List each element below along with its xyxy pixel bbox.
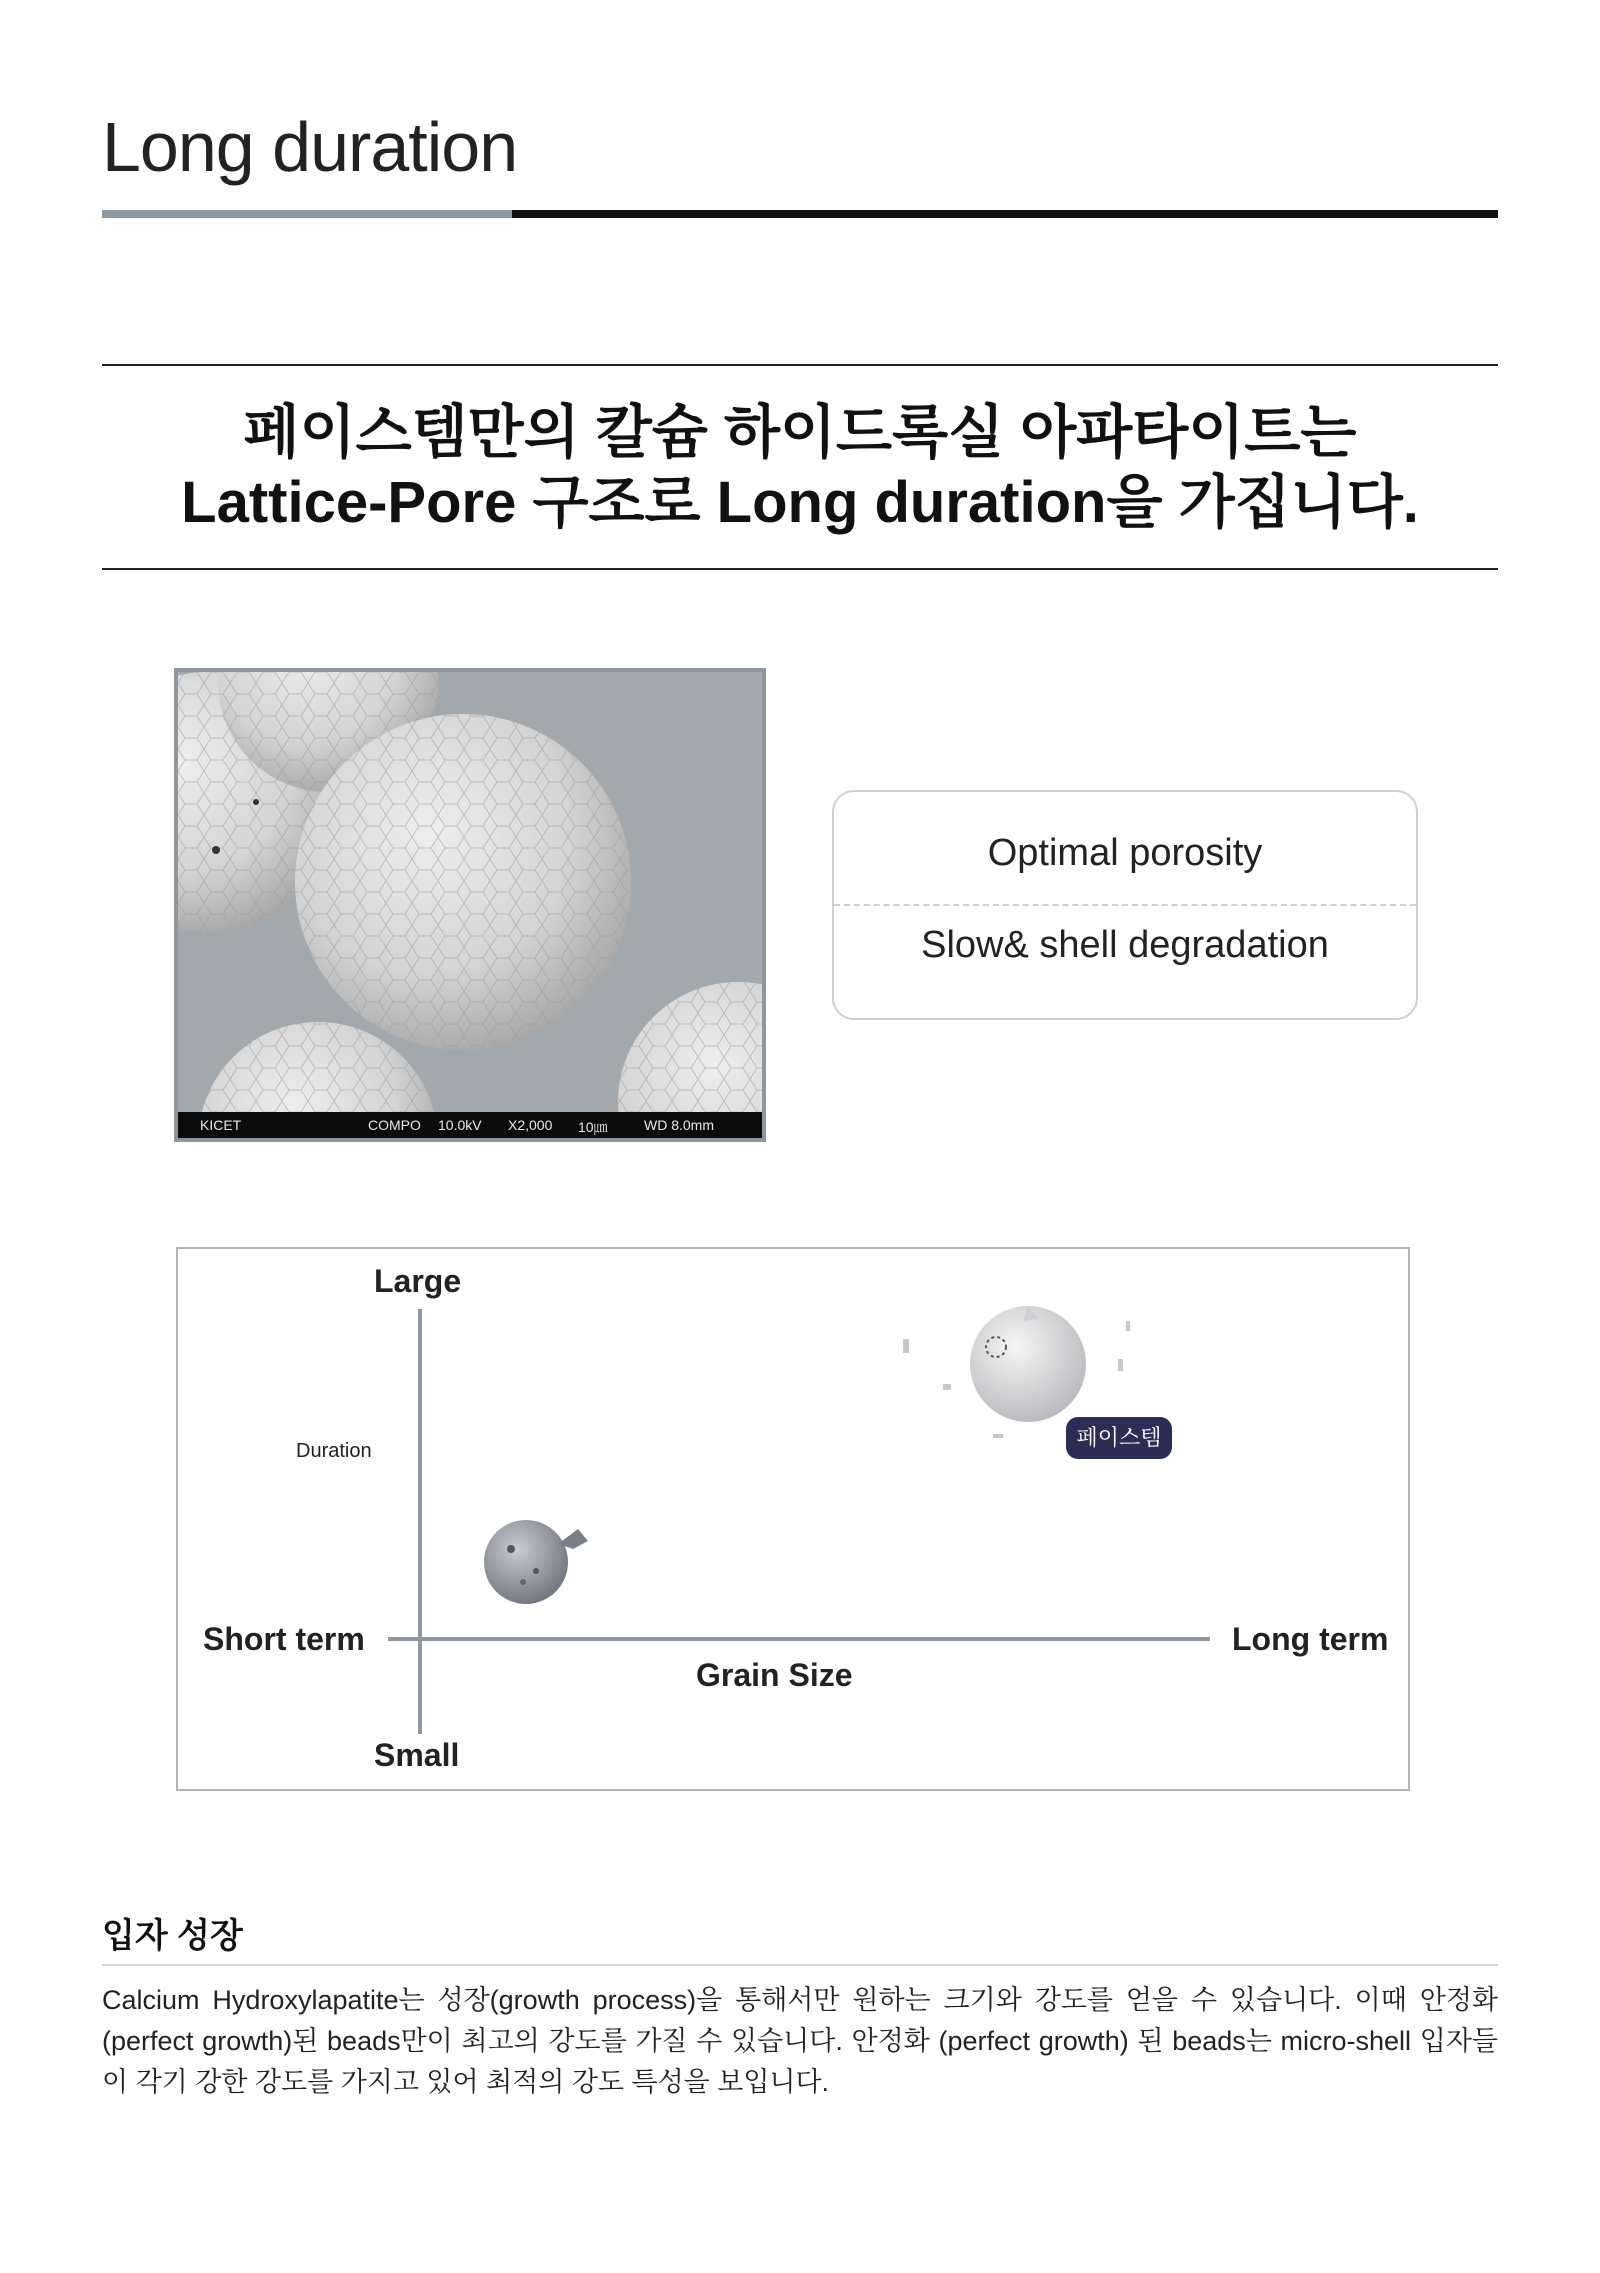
sem-micrograph: [174, 668, 766, 1142]
sem-mode: COMPO: [368, 1117, 421, 1133]
sem-wd: WD 8.0mm: [644, 1117, 714, 1133]
y-axis-top-label: Large: [374, 1263, 462, 1299]
sem-lab: KICET: [200, 1117, 242, 1133]
section-rule: [102, 1964, 1498, 1966]
phacetem-badge: 페이스템: [1066, 1417, 1172, 1459]
y-axis-bottom-label: Small: [374, 1737, 460, 1773]
x-axis-title: Grain Size: [696, 1657, 853, 1693]
y-axis-title: Duration: [296, 1440, 372, 1462]
property-slow-degradation: Slow& shell degradation: [921, 924, 1329, 966]
property-optimal-porosity: Optimal porosity: [987, 832, 1263, 874]
sem-spheres-image: [178, 672, 762, 1112]
sem-info-bar: [178, 1112, 762, 1138]
headline-line-1: 페이스템만의 칼슘 하이드록실 아파타이트는: [243, 400, 1357, 465]
headline-bottom-rule: [102, 568, 1498, 570]
title-underline: [512, 210, 1498, 218]
sem-scale: 10㎛: [578, 1119, 608, 1135]
sem-voltage: 10.0kV: [438, 1117, 482, 1133]
diagram-graphics: [178, 1249, 1408, 1789]
section-body: Calcium Hydroxylapatite는 성장(growth process)을 통해서만 원하는 크기와 강도를 얻을 수 있습니다. 이때 안정화(perfect growth)된 beads만이 최고의 강도를 가질 수 있습니다. 안정화 (perfect growth) 된 beads는 micro-shell 입자들이 각기 강한 강도를 가지고 있어 최적의 강도 특성을 보입니다.: [102, 1985, 1498, 2097]
properties-divider: [834, 904, 1416, 906]
x-axis-right-label: Long term: [1232, 1621, 1389, 1657]
properties-box: [832, 790, 1418, 1020]
small-grain-icon: [484, 1520, 588, 1604]
section-title: 입자 성장: [102, 1917, 243, 1955]
title-underline-accent: [102, 210, 512, 218]
x-axis-left-label: Short term: [203, 1621, 365, 1657]
headline-top-rule: [102, 364, 1498, 366]
page-title: Long duration: [102, 108, 518, 186]
sem-magnification: X2,000: [508, 1117, 553, 1133]
headline-line-2: Lattice-Pore 구조로 Long duration을 가집니다.: [181, 470, 1419, 535]
duration-grain-size-diagram: [176, 1247, 1410, 1791]
